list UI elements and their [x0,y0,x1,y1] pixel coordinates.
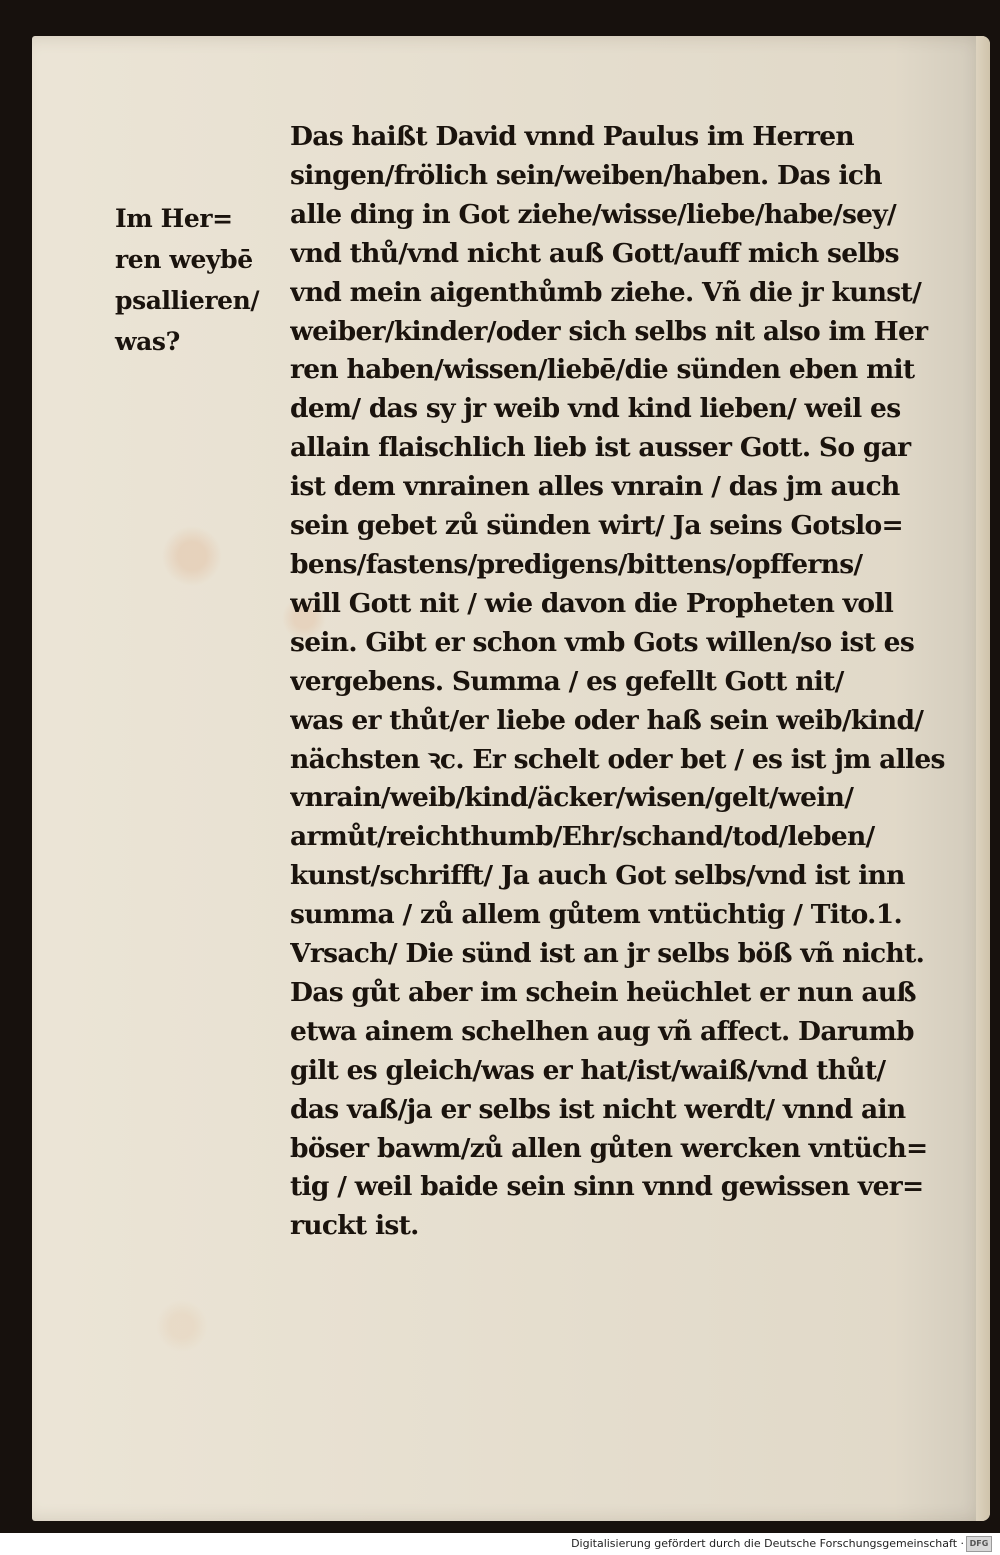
text-line: Das gůt aber im schein heüchlet er nun auß [290,976,916,1008]
text-line: alle ding in Got ziehe/wisse/liebe/habe/sey/ [290,198,897,230]
margin-note [115,198,295,362]
text-line: tig / weil baide sein sinn vnnd gewissen ver= [290,1171,924,1203]
text-line: will Gott nit / wie davon die Propheten voll [290,587,894,619]
text-line: weiber/kinder/oder sich selbs nit also im Her [290,315,928,347]
text-line: allain flaischlich lieb ist ausser Gott. So gar [290,432,911,464]
text-line: armůt/reichthumb/Ehr/schand/tod/leben/ [290,821,875,853]
text-line: etwa ainem schelhen aug vñ affect. Darumb [290,1015,914,1047]
margin-note-line: ren weybē [115,245,253,274]
text-line: sein. Gibt er schon vmb Gots willen/so ist es [290,626,915,658]
margin-note-line: was? [115,327,180,356]
text-line: ist dem vnrainen alles vnrain / das jm auch [290,471,900,503]
margin-note-line: Im Her= [115,204,233,233]
text-line: vnrain/weib/kind/äcker/wisen/gelt/wein/ [290,782,854,814]
page-edge [976,36,990,1521]
text-line: nächsten ꝛc. Er schelt oder bet / es ist jm alles [290,743,945,775]
body-text [290,118,950,1246]
funding-credit: Digitalisierung gefördert durch die Deutsche Forschungsgemeinschaft · [571,1537,964,1550]
dfg-logo-icon: DFG [966,1536,992,1552]
text-line: kunst/schrifft/ Ja auch Got selbs/vnd ist inn [290,860,905,892]
text-line: Das haißt David vnnd Paulus im Herren [290,121,854,152]
text-line: ren haben/wissen/liebē/die sünden eben mit [290,354,915,386]
text-line: ruckt ist. [290,1210,419,1242]
text-line: vnd thů/vnd nicht auß Gott/auff mich selbs [290,237,899,269]
footer-bar [0,1533,1000,1555]
text-line: vnd mein aigenthůmb ziehe. Vñ die jr kunst/ [290,276,922,308]
text-line: sein gebet zů sünden wirt/ Ja seins Gotslo= [290,510,903,542]
text-line: was er thůt/er liebe oder haß sein weib/kind/ [290,704,924,736]
text-line: vergebens. Summa / es gefellt Gott nit/ [290,665,844,697]
text-line: böser bawm/zů allen gůten wercken vntüch= [290,1132,928,1164]
text-line: bens/fastens/predigens/bittens/opfferns/ [290,548,863,580]
text-line: summa / zů allem gůtem vntüchtig / Tito.1. [290,899,902,931]
text-line: gilt es gleich/was er hat/ist/waiß/vnd thůt/ [290,1054,886,1086]
text-line: das vaß/ja er selbs ist nicht werdt/ vnnd ain [290,1093,906,1125]
text-line: Vrsach/ Die sünd ist an jr selbs böß vñ nicht. [290,938,925,970]
text-line: dem/ das sy jr weib vnd kind lieben/ weil es [290,393,901,425]
margin-note-line: psallieren/ [115,286,260,315]
text-line: singen/frölich sein/weiben/haben. Das ich [290,159,882,191]
